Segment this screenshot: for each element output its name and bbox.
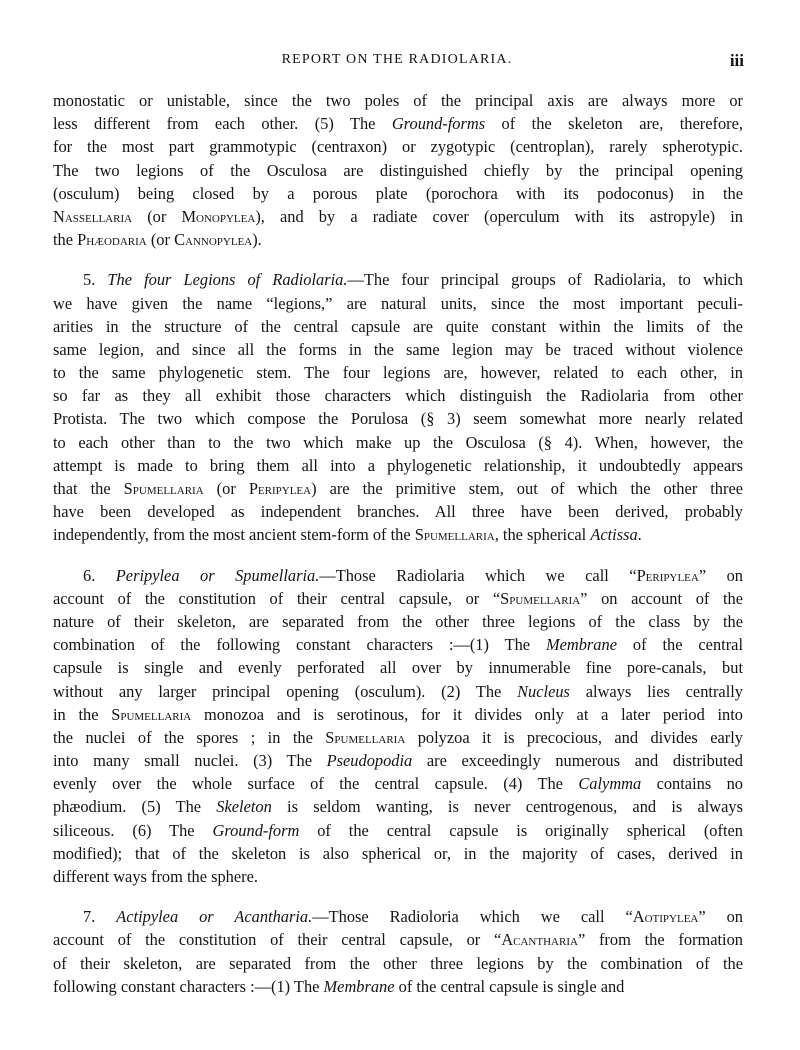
- small-caps-text: Peripylea: [636, 565, 699, 585]
- text-line: [53, 656, 743, 679]
- text-run: the: [53, 230, 78, 250]
- text-line: [53, 407, 743, 430]
- small-caps-text: Cannopylea: [174, 230, 253, 250]
- text-line: [53, 975, 743, 998]
- italic-text: Actissa: [590, 525, 638, 545]
- text-line: [53, 315, 743, 338]
- text-line: [53, 500, 743, 523]
- paragraph: [53, 564, 743, 889]
- text-run: ).: [252, 230, 262, 250]
- italic-text: Membrane: [323, 976, 395, 996]
- text-run: The two legions of the Osculosa are distinguished chiefly by the principal opening: [53, 160, 743, 180]
- text-line: [53, 842, 743, 865]
- text-run: we have given the name “legions,” are natural units, since the most important peculi-: [53, 293, 743, 313]
- text-line: [53, 89, 743, 112]
- text-line: [53, 795, 743, 818]
- text-line: [53, 361, 743, 384]
- text-run: , the spherical: [494, 525, 591, 545]
- text-line: [53, 159, 743, 182]
- text-line: [53, 928, 743, 951]
- italic-text: Membrane: [545, 635, 617, 655]
- text-run: siliceous. (6) The: [53, 820, 213, 840]
- text-run: ” from the formation: [577, 930, 743, 950]
- paragraph: [53, 905, 743, 998]
- text-line: [53, 819, 743, 842]
- text-run: the nuclei of the spores ; in the: [53, 727, 326, 747]
- text-line: [53, 564, 743, 587]
- text-line: [53, 135, 743, 158]
- page-body: [53, 89, 743, 998]
- text-run: —Those Radiolaria which we call “: [319, 565, 637, 585]
- text-run: Protista. The two which compose the Porulosa (§ 3) seem somewhat more nearly related: [53, 409, 743, 429]
- italic-text: Skeleton: [216, 797, 272, 817]
- text-line: [53, 726, 743, 749]
- text-line: [53, 865, 743, 888]
- text-line: [53, 633, 743, 656]
- text-run: of the central capsule is single and: [394, 976, 625, 996]
- italic-text: Calymma: [578, 774, 642, 794]
- text-run: ), and by a radiate cover (operculum with its astropyle) in: [255, 206, 743, 226]
- text-run: combination of the following constant characters :—(1) The: [53, 635, 546, 655]
- text-line: [53, 268, 743, 291]
- text-line: [53, 292, 743, 315]
- text-run: polyzoa it is precocious, and divides early: [405, 727, 743, 747]
- text-run: same legion, and since all the forms in the same legion may be traced without violence: [53, 339, 743, 359]
- text-run: of the skeleton are, therefore,: [485, 114, 743, 134]
- text-run: that the: [53, 479, 124, 498]
- text-line: [53, 610, 743, 633]
- italic-text: Peripylea or Spumellaria.: [115, 565, 320, 585]
- text-line: [53, 772, 743, 795]
- paragraph: [53, 89, 743, 251]
- text-run: without any larger principal opening (osculum). (2) The: [53, 681, 518, 701]
- small-caps-text: Aotipylea: [632, 907, 699, 927]
- text-line: [53, 680, 743, 703]
- text-run: less different from each other. (5) The: [53, 114, 392, 134]
- italic-text: Pseudopodia: [326, 751, 413, 771]
- text-line: [53, 749, 743, 772]
- text-run: —Those Radioloria which we call “: [312, 907, 633, 927]
- text-run: evenly over the whole surface of the central capsule. (4) The: [53, 774, 579, 794]
- text-run: —The four principal groups of Radiolaria, to which: [347, 270, 743, 290]
- text-run: of the central capsule is originally spherical (often: [299, 820, 743, 840]
- running-header: [50, 40, 744, 80]
- text-run: 5.: [83, 270, 108, 290]
- text-line: [53, 384, 743, 407]
- small-caps-text: Phæodaria: [77, 230, 147, 250]
- text-line: [53, 338, 743, 361]
- text-line: [53, 228, 743, 251]
- text-run: (or: [146, 230, 175, 250]
- text-run: ” on account of the: [580, 588, 743, 608]
- text-run: have been developed as independent branches. All three have been derived, probably: [53, 502, 743, 522]
- text-run: monozoa and is serotinous, for it divides only at a later period into: [191, 704, 743, 724]
- text-run: always lies centrally: [569, 681, 743, 701]
- italic-text: The four Legions of Radiolaria.: [107, 270, 348, 290]
- text-run: 7.: [83, 907, 117, 927]
- text-line: [53, 477, 743, 500]
- text-run: ” on: [698, 565, 743, 585]
- italic-text: Ground-form: [212, 820, 300, 840]
- text-run: (or: [203, 479, 249, 498]
- text-run: (or: [132, 206, 182, 226]
- text-run: independently, from the most ancient stem-form of the: [53, 525, 415, 545]
- italic-text: Nucleus: [517, 681, 570, 701]
- text-line: [53, 952, 743, 975]
- text-run: phæodium. (5) The: [53, 797, 217, 817]
- text-run: is seldom wanting, is never centrogenous, and is always: [271, 797, 743, 817]
- text-line: [53, 182, 743, 205]
- text-line: [53, 112, 743, 135]
- text-run: ” on: [698, 907, 743, 927]
- text-line: [53, 587, 743, 610]
- italic-text: Ground-forms: [391, 114, 486, 134]
- text-run: to each other than to the two which make up the Osculosa (§ 4). When, however, the: [53, 432, 743, 452]
- text-run: in the: [53, 704, 112, 724]
- small-caps-text: Nassellaria: [53, 206, 133, 226]
- text-run: of the central: [616, 635, 743, 655]
- text-run: capsule is single and evenly perforated all over by innumerable fine pore-canals, but: [53, 658, 743, 678]
- small-caps-text: Acantharia: [501, 930, 578, 950]
- text-line: [53, 905, 743, 928]
- text-run: 6.: [83, 565, 116, 585]
- text-line: [53, 454, 743, 477]
- small-caps-text: Spumellaria: [111, 704, 192, 724]
- text-run: (osculum) being closed by a porous plate (porochora with its podoconus) in the: [53, 183, 743, 203]
- small-caps-text: Spumellaria: [325, 727, 406, 747]
- text-run: attempt is made to bring them all into a phylogenetic relationship, it undoubtedly appears: [53, 455, 743, 475]
- text-run: are exceedingly numerous and distributed: [412, 751, 743, 771]
- small-caps-text: Spumellaria: [123, 479, 204, 498]
- text-line: [53, 703, 743, 726]
- page-number: iii: [729, 51, 744, 70]
- small-caps-text: Spumellaria: [500, 588, 581, 608]
- text-run: for the most part grammotypic (centraxon) or zygotypic (centroplan), rarely spherotypic.: [53, 137, 743, 157]
- text-run: monostatic or unistable, since the two poles of the principal axis are always more or: [53, 91, 743, 110]
- text-line: [53, 431, 743, 454]
- text-run: of their skeleton, are separated from the other three legions by the combination of the: [53, 953, 743, 973]
- small-caps-text: Monopylea: [181, 206, 256, 226]
- small-caps-text: Peripylea: [248, 479, 312, 498]
- text-run: different ways from the sphere.: [53, 867, 258, 886]
- text-run: ) are the primitive stem, out of which the other three: [311, 479, 743, 498]
- text-line: [53, 523, 743, 546]
- text-run: arities in the structure of the central capsule are quite constant within the limits of the: [53, 316, 743, 336]
- paragraph: [53, 268, 743, 546]
- text-run: modified); that of the skeleton is also spherical or, in the majority of cases, derived in: [53, 843, 743, 863]
- italic-text: Actipylea or Acantharia.: [116, 907, 313, 927]
- small-caps-text: Spumellaria: [414, 525, 495, 545]
- text-run: nature of their skeleton, are separated from the other three legions of the class by the: [53, 611, 743, 631]
- text-run: following constant characters :—(1) The: [53, 976, 324, 996]
- text-line: [53, 205, 743, 228]
- text-run: to the same phylogenetic stem. The four legions are, however, related to each other, in: [53, 363, 743, 383]
- text-run: so far as they all exhibit those characters which distinguish the Radiolaria from other: [53, 386, 743, 406]
- running-title: REPORT ON THE RADIOLARIA.: [281, 52, 513, 67]
- text-run: .: [637, 525, 642, 545]
- text-run: account of the constitution of their central capsule, or “: [53, 588, 501, 608]
- text-run: account of the constitution of their central capsule, or “: [53, 930, 502, 950]
- text-run: into many small nuclei. (3) The: [53, 751, 327, 771]
- text-run: contains no: [641, 774, 743, 794]
